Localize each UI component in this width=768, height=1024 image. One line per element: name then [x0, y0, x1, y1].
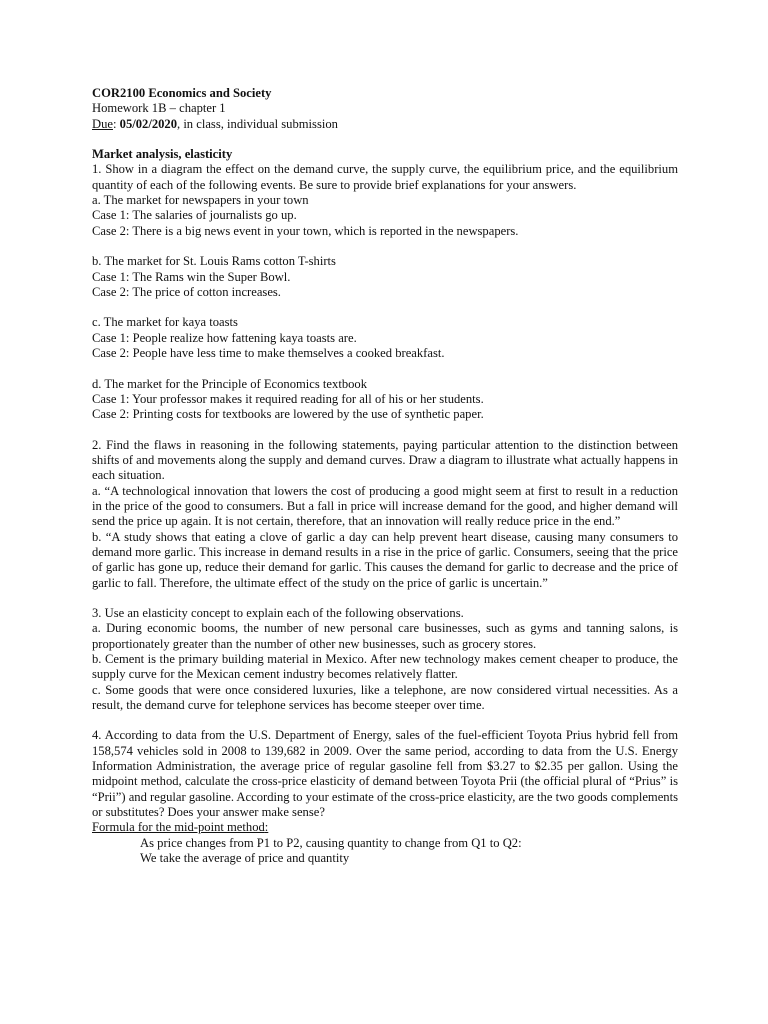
course-title: COR2100 Economics and Society [92, 86, 272, 100]
spacer [92, 361, 678, 376]
formula-colon: : [264, 820, 269, 835]
q1-group-c-case-1: Case 1: People realize how fattening kaya toasts are. [92, 330, 357, 345]
question-2-b: b. “A study shows that eating a clove of garlic a day can help prevent heart disease, causing many consumers to demand more garlic. This increase in demand results in a rise in the price of garlic. Consumers, seeing that the price of garlic has gone up, reduce their demand for garlic. This causes the demand for garlic to decrease and the price of garlic to fall. Therefore, the ultimate effect of the study on the price of garlic is uncertain.” [92, 529, 678, 590]
question-3-c: c. Some goods that were once considered luxuries, like a telephone, are now considered virtual necessities. As a result, the demand curve for telephone services has become steeper over time. [92, 682, 678, 712]
section-title: Market analysis, elasticity [92, 147, 233, 162]
q1-group-c-case-2: Case 2: People have less time to make themselves a cooked breakfast. [92, 346, 445, 361]
q1-group-b-case-1: Case 1: The Rams win the Super Bowl. [92, 269, 291, 284]
question-3-text: 3. Use an elasticity concept to explain each of the following observations. [92, 606, 464, 621]
question-2-text: 2. Find the flaws in reasoning in the following statements, paying particular attention to the distinction between shifts of and movements along the supply and demand curves. Draw a diagram to illustrate what actually happens in each situation. [92, 437, 678, 483]
due-details: , in class, individual submission [177, 116, 338, 131]
formula-line-1: As price changes from P1 to P2, causing quantity to change from Q1 to Q2: [140, 835, 522, 850]
question-2-a: a. “A technological innovation that lowers the cost of producing a good might seem at first to result in a reduction in the price of the good to consumers. But a fall in price will increase demand for the good, and higher demand will send the price up again. It is not certain, therefore, that an innovation will really reduce price in the end.” [92, 483, 678, 529]
spacer [92, 423, 678, 438]
spacer [92, 132, 678, 147]
question-3-b: b. Cement is the primary building material in Mexico. After new technology makes cement cheaper to produce, the supply curve for the Mexican cement industry becomes relatively flatter. [92, 651, 678, 682]
q1-group-a-case-1: Case 1: The salaries of journalists go up. [92, 208, 297, 223]
question-3-a: a. During economic booms, the number of new personal care businesses, such as gyms and tanning salons, is proportionately greater than the number of other new businesses, such as grocery stores. [92, 621, 678, 651]
q1-group-b-case-2: Case 2: The price of cotton increases. [92, 284, 281, 299]
due-label: Due [92, 116, 113, 131]
q1-group-b-title: b. The market for St. Louis Rams cotton T-shirts [92, 254, 336, 269]
formula-line-2: We take the average of price and quantity [140, 850, 350, 865]
formula-heading [92, 820, 678, 835]
spacer [92, 300, 678, 315]
q1-group-d-case-2: Case 2: Printing costs for textbooks are lowered by the use of synthetic paper. [92, 407, 484, 422]
due-date: 05/02/2020 [119, 116, 178, 131]
q1-group-d-case-1: Case 1: Your professor makes it required reading for all of his or her students. [92, 391, 484, 406]
q1-group-a-case-2: Case 2: There is a big news event in your town, which is reported in the newspapers. [92, 223, 519, 238]
homework-document [92, 86, 678, 866]
q1-group-c-title: c. The market for kaya toasts [92, 315, 238, 330]
spacer [92, 239, 678, 254]
spacer [92, 591, 678, 606]
spacer [92, 713, 678, 728]
formula-label: Formula for the mid-point method [92, 820, 265, 835]
question-4-text: 4. According to data from the U.S. Department of Energy, sales of the fuel-efficient Toyota Prius hybrid fell from 158,574 vehicles sold in 2008 to 139,682 in 2009. Over the same period, according to data from the U.S. Energy Information Administration, the average price of regular gasoline fell from $3.27 to $2.35 per gallon. Using the midpoint method, calculate the cross-price elasticity of demand between Toyota Prii (the official plural of “Prius” is “Prii”) and regular gasoline. According to your estimate of the cross-price elasticity, are the two goods complements or substitutes? Does your answer make sense? [92, 728, 679, 819]
q1-group-d-title: d. The market for the Principle of Economics textbook [92, 376, 368, 391]
question-1-text: 1. Show in a diagram the effect on the demand curve, the supply curve, the equilibrium price, and the equilibrium quantity of each of the following events. Be sure to provide brief explanations for your answers. [92, 162, 678, 192]
q1-group-a-title: a. The market for newspapers in your town [92, 193, 309, 208]
homework-subtitle: Homework 1B – chapter 1 [92, 101, 226, 116]
due-line: Due: 05/02/2020, in class, individual submission [92, 116, 338, 131]
